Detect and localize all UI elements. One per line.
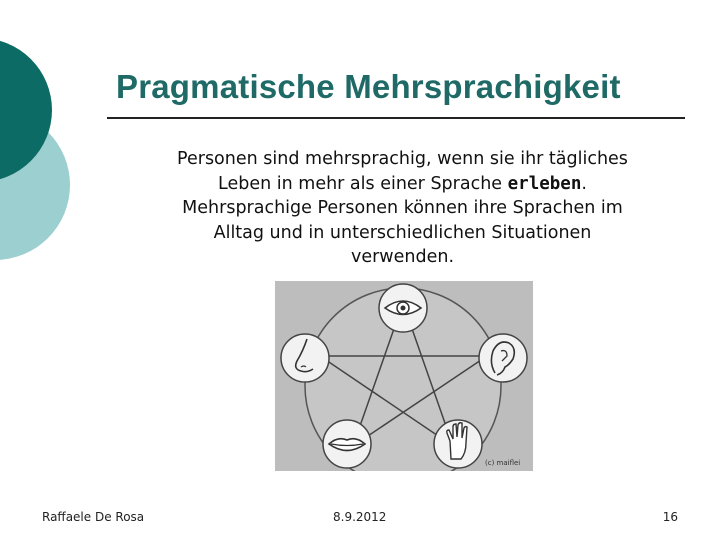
footer-page-number: 16: [662, 510, 678, 524]
slide-title: Pragmatische Mehrsprachigkeit: [116, 68, 621, 105]
ear-icon: [479, 334, 527, 382]
five-senses-figure: [275, 281, 533, 471]
five-senses-illustration: [275, 281, 533, 471]
body-line-2: [120, 172, 685, 197]
eye-icon: [379, 284, 427, 332]
footer-author: Raffaele De Rosa: [42, 510, 145, 524]
title-divider: [107, 117, 685, 119]
body-line-5: verwenden.: [350, 247, 455, 267]
footer-date: 8.9.2012: [333, 510, 387, 524]
mouth-icon: [323, 420, 371, 468]
decorative-circles: [0, 0, 90, 300]
body-line-1: Personen sind mehrsprachig, wenn sie ihr tägliches: [177, 149, 628, 169]
nose-icon: [281, 334, 329, 382]
figure-credit: (c) maiflei: [485, 459, 521, 467]
body-line-2-post: .: [581, 173, 587, 194]
body-line-3: Mehrsprachige Personen können ihre Sprachen im: [182, 198, 623, 218]
body-line-2-pre: Leben in mehr als einer Sprache: [218, 173, 508, 194]
hand-icon: [434, 420, 482, 468]
body-paragraph: [120, 147, 685, 270]
body-line-4: Alltag und in unterschiedlichen Situationen: [213, 222, 592, 243]
body-emphasis: erleben: [507, 173, 582, 194]
